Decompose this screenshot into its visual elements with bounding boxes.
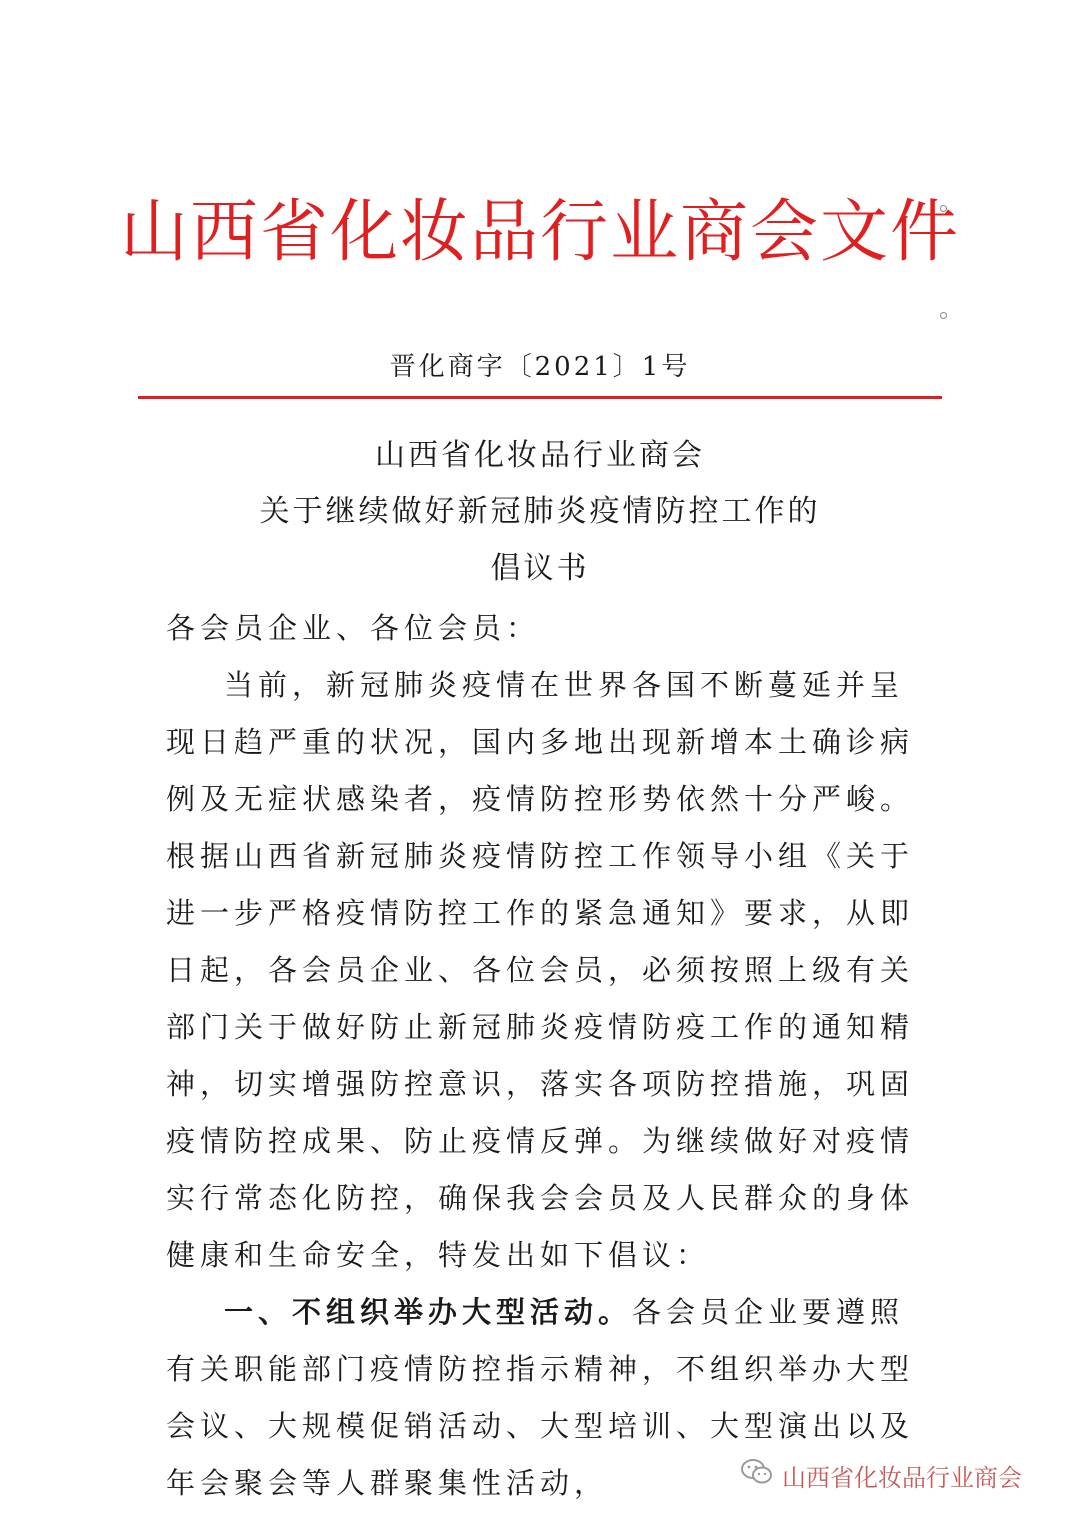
account-watermark [740, 1455, 1022, 1495]
document-title-line-3: 倡议书 [490, 551, 590, 586]
watermark-label: 山西省化妆品行业商会 [782, 1463, 1022, 1492]
salutation: 各会员企业、各位会员： [166, 611, 541, 645]
document-number: 晋化商字〔2021〕1号 [389, 352, 691, 382]
document-title-line-2: 关于继续做好新冠肺炎疫情防控工作的 [259, 494, 821, 529]
item-1-heading: 一、不组织举办大型活动。 [224, 1295, 633, 1329]
document-title-line-1: 山西省化妆品行业商会 [375, 438, 705, 473]
corner-mark-top [940, 205, 947, 212]
corner-mark-bottom [940, 312, 947, 319]
wechat-icon [740, 1457, 774, 1493]
body-paragraph-1: 当前，新冠肺炎疫情在世界各国不断蔓延并呈现日趋严重的状况，国内多地出现新增本土确诊病例及无症状感染者，疫情防控形势依然十分严峻。根据山西省新冠肺炎疫情防控工作领导小组《关于进一步严格疫情防控工作的紧急通知》要求，从即日起，各会员企业、各位会员，必须按照上级有关部门关于做好防止新冠肺炎疫情防疫工作的通知精神，切实增强防控意识，落实各项防控措施，巩固疫情防控成果、防止疫情反弹。为继续做好对疫情实行常态化防控，确保我会会员及人民群众的身体健康和生命安全，特发出如下倡议： [166, 668, 915, 1272]
red-divider-line [138, 396, 942, 399]
document-header-title: 山西省化妆品行业商会文件 [119, 193, 960, 272]
item-1-text: 各会员企业要遵照有关职能部门疫情防控指示精神，不组织举办大型会议、大规模促销活动、大型培训、大型演出以及年会聚会等人群聚集性活动， [166, 1295, 915, 1500]
document-body [166, 600, 926, 1512]
